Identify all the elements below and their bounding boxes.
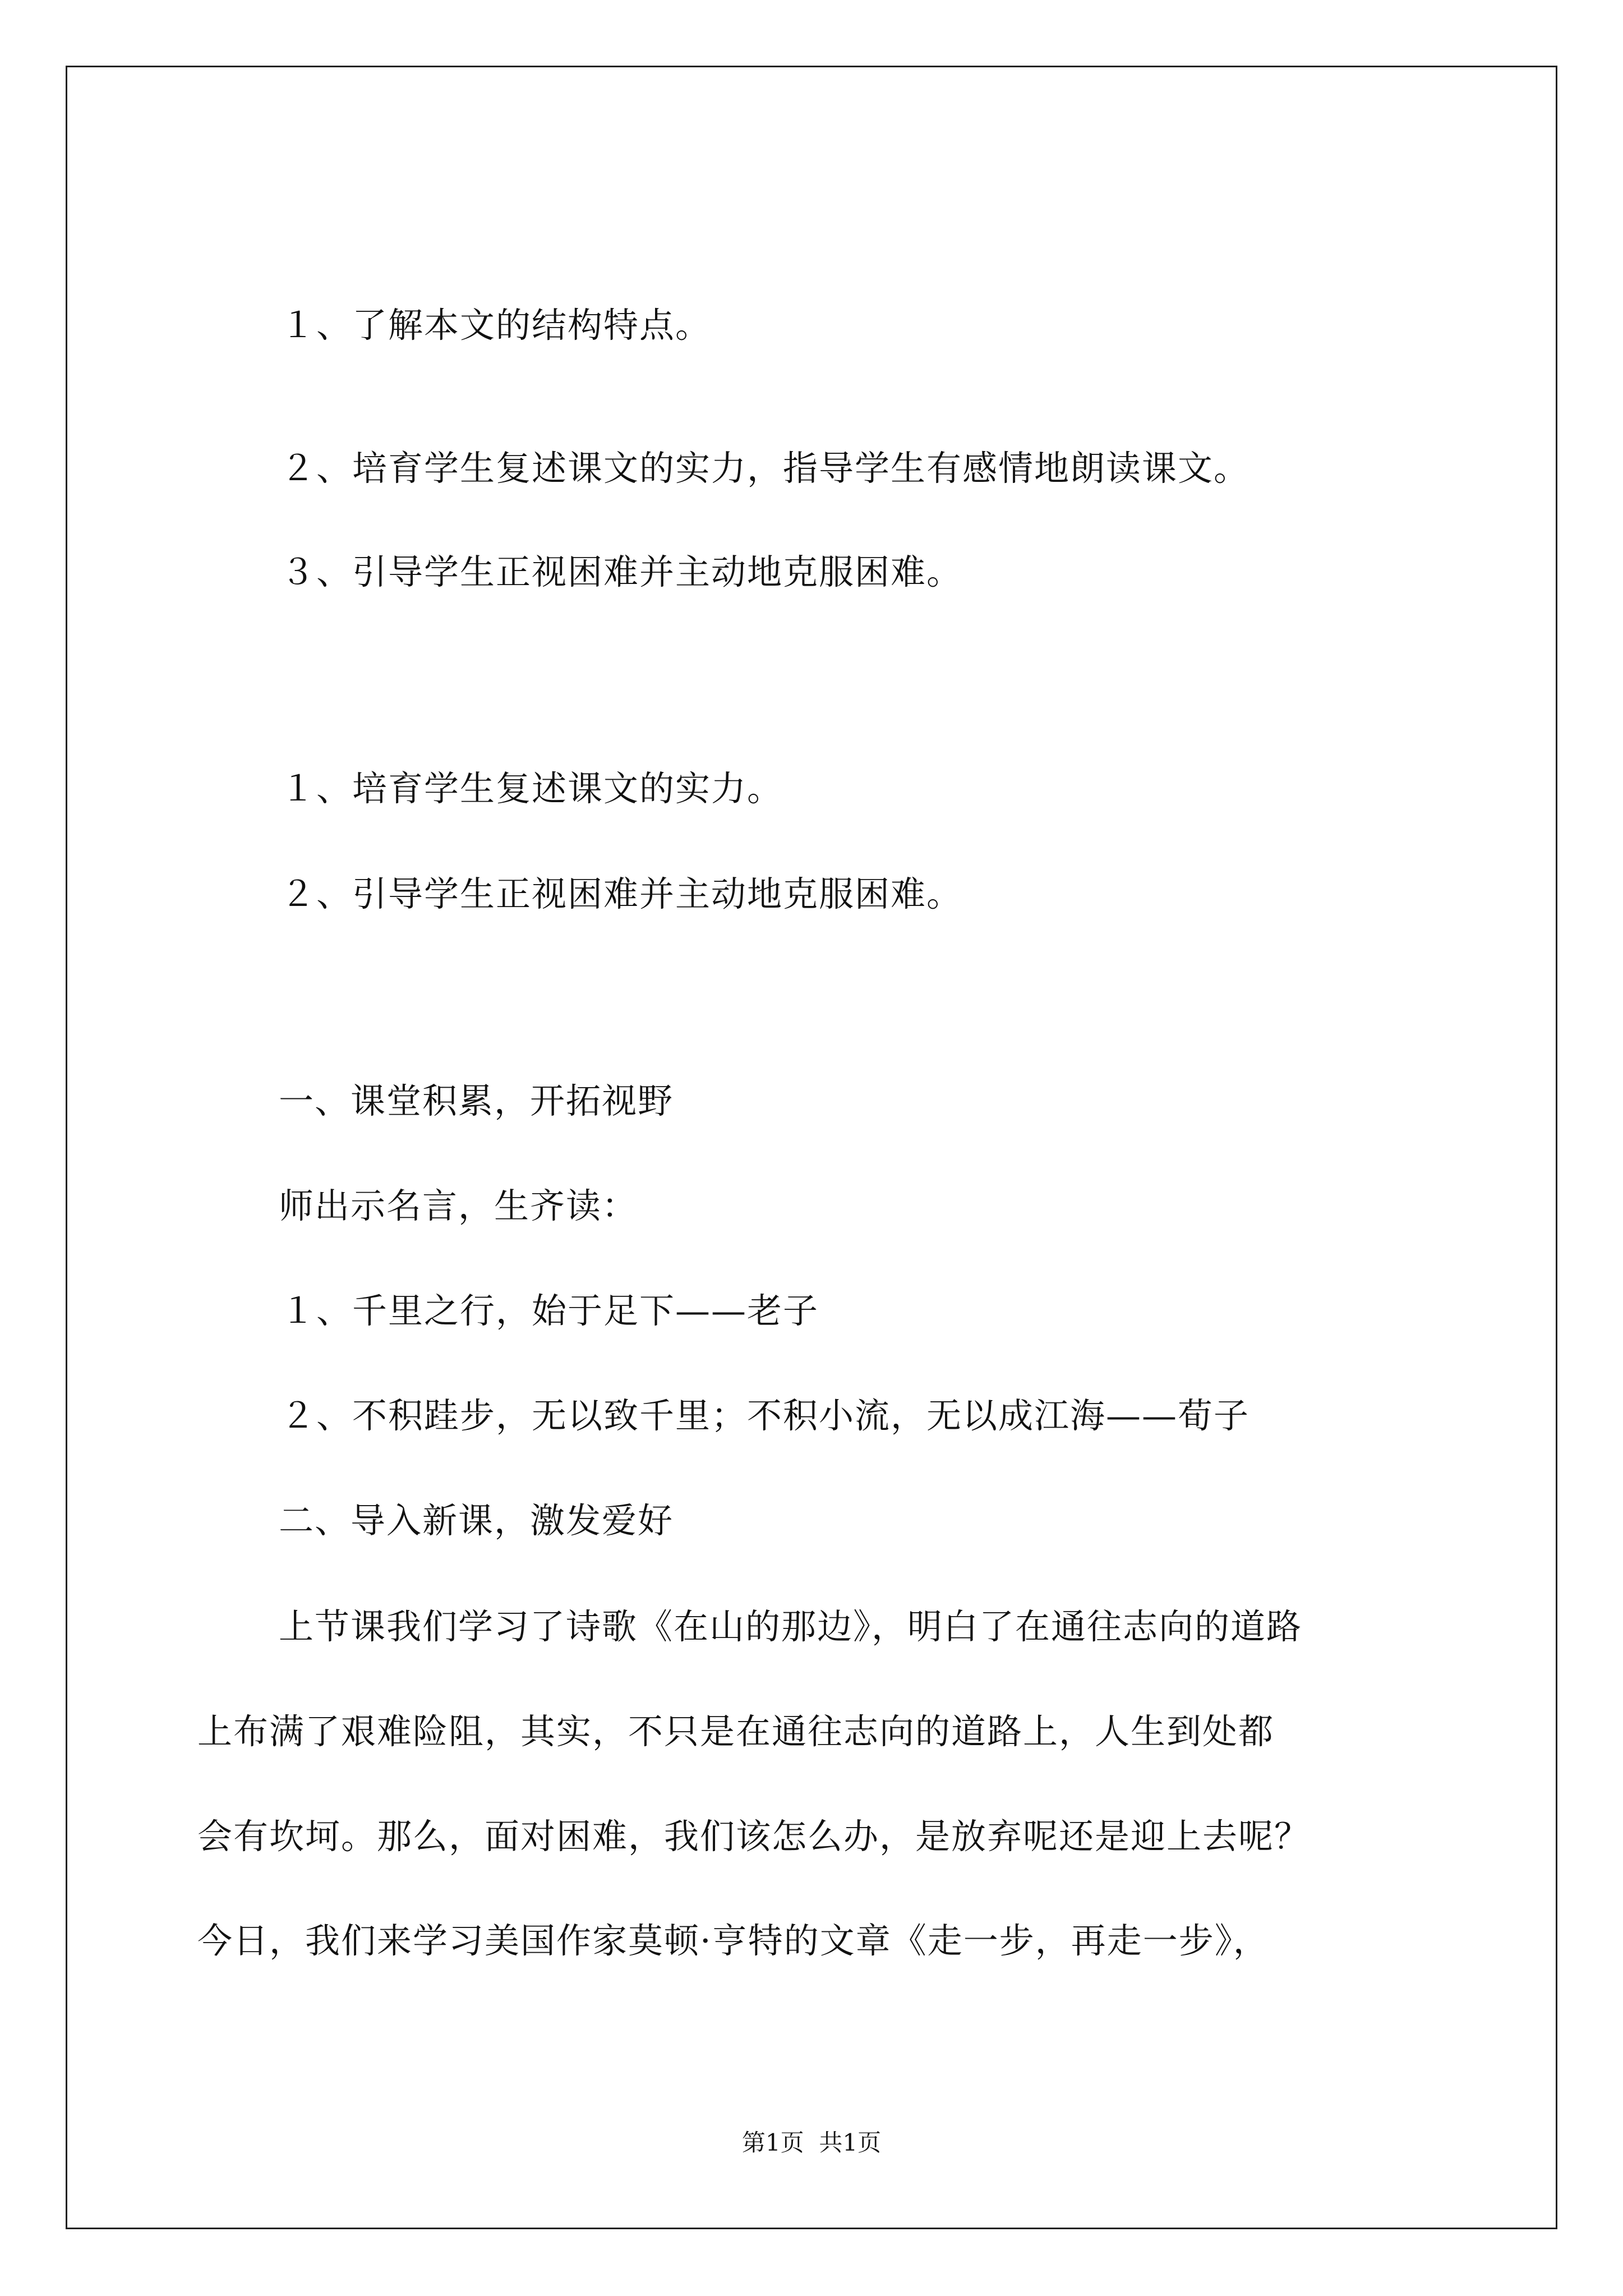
paragraph-line-2: 上布满了艰难险阻，其实，不只是在通往志向的道路上，人生到处都 [197, 1711, 1275, 1752]
page-number-footer: 第1页 共1页 [741, 2129, 882, 2156]
section-one-heading: 一、课堂积累，开拓视野 [279, 1080, 674, 1121]
key-point-item-1: １、培育学生复述课文的实力。 [280, 768, 783, 809]
quote-item-2: ２、不积跬步，无以致千里；不积小流，无以成江海——荀子 [280, 1395, 1250, 1436]
paragraph-line-1: 上节课我们学习了诗歌《在山的那边》，明白了在通往志向的道路 [279, 1606, 1303, 1647]
objective-item-1: １、了解本文的结构特点。 [280, 305, 712, 346]
paragraph-line-3: 会有坎坷。那么，面对困难，我们该怎么办，是放弃呢还是迎上去呢？ [197, 1816, 1311, 1857]
objective-item-2: ２、培育学生复述课文的实力，指导学生有感情地朗读课文。 [280, 448, 1250, 489]
objective-item-3: ３、引导学生正视困难并主动地克服困难。 [280, 551, 963, 592]
section-one-intro: 师出示名言，生齐读： [279, 1185, 638, 1226]
paragraph-line-4: 今日，我们来学习美国作家莫顿·亨特的文章《走一步，再走一步》， [197, 1920, 1269, 1961]
section-two-heading: 二、导入新课，激发爱好 [279, 1500, 674, 1541]
page-border [66, 66, 1557, 2229]
key-point-item-2: ２、引导学生正视困难并主动地克服困难。 [280, 873, 963, 914]
quote-item-1: １、千里之行，始于足下——老子 [280, 1290, 819, 1331]
